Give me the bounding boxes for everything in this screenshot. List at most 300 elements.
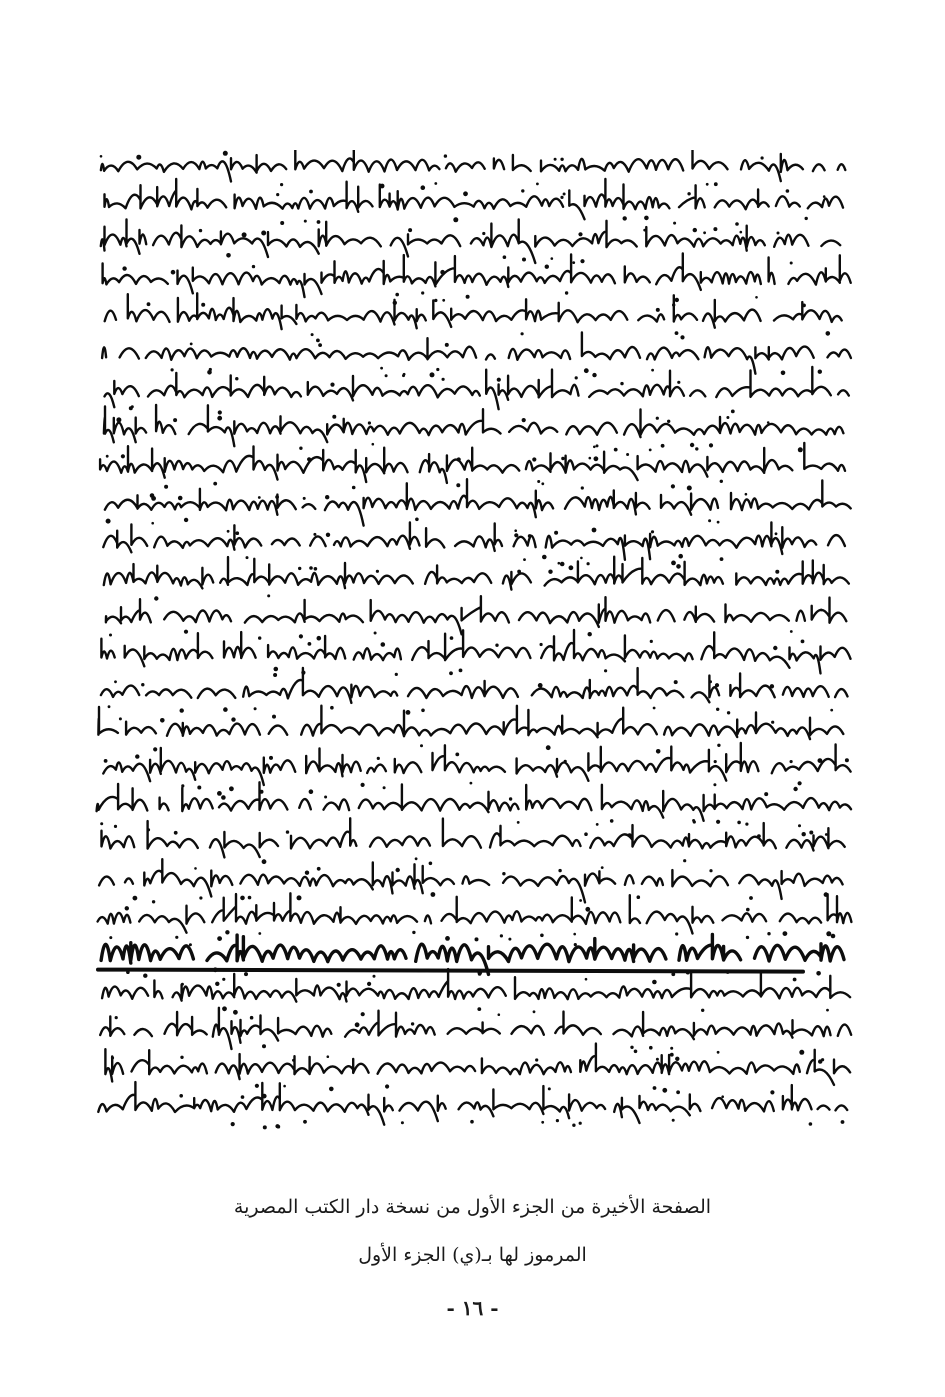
diacritic-dot <box>746 908 750 912</box>
diacritic-dot <box>106 455 109 458</box>
diacritic-dot <box>421 291 424 294</box>
diacritic-dot <box>572 261 575 264</box>
handwriting-stroke <box>100 443 845 483</box>
diacritic-dot <box>773 646 777 650</box>
diacritic-dot <box>367 982 371 986</box>
diacritic-dot <box>830 709 833 712</box>
diacritic-dot <box>818 1059 822 1063</box>
diacritic-dot <box>482 232 485 235</box>
diacritic-dot <box>558 562 561 565</box>
diacritic-dot <box>670 1047 673 1050</box>
diacritic-dot <box>497 378 501 382</box>
diacritic-dot <box>241 1095 245 1099</box>
diacritic-dot <box>650 640 653 643</box>
diacritic-dot <box>171 270 176 275</box>
diacritic-dot <box>745 493 748 496</box>
diacritic-dot <box>675 932 678 935</box>
diacritic-dot <box>280 221 284 225</box>
diacritic-dot <box>634 1050 638 1054</box>
handwriting-stroke <box>105 179 844 219</box>
diacritic-dot <box>273 673 277 677</box>
diacritic-dot <box>514 533 518 537</box>
diacritic-dot <box>361 1012 365 1016</box>
diacritic-dot <box>556 1119 559 1122</box>
diacritic-dot <box>495 644 498 647</box>
diacritic-dot <box>233 1010 238 1015</box>
diacritic-dot <box>217 416 222 421</box>
diacritic-dot <box>560 562 565 567</box>
diacritic-dot <box>470 1120 474 1124</box>
diacritic-dot <box>442 378 445 381</box>
manuscript-line <box>103 743 850 791</box>
diacritic-dot <box>709 443 713 447</box>
diacritic-dot <box>223 707 228 712</box>
handwriting-stroke <box>105 367 849 409</box>
diacritic-dot <box>429 862 433 866</box>
diacritic-dot <box>656 749 661 754</box>
manuscript-line <box>99 859 843 903</box>
diacritic-dot <box>276 193 279 196</box>
diacritic-dot <box>221 795 226 800</box>
diacritic-dot <box>151 522 154 525</box>
diacritic-dot <box>614 448 618 452</box>
diacritic-dot <box>575 376 578 379</box>
diacritic-dot <box>703 231 706 234</box>
diacritic-dot <box>790 262 793 265</box>
handwriting-stroke <box>92 706 844 739</box>
manuscript-line <box>103 522 845 566</box>
diacritic-dot <box>314 567 318 571</box>
diacritic-dot <box>572 1124 575 1127</box>
diacritic-dot <box>809 1122 813 1126</box>
diacritic-dot <box>574 943 577 946</box>
diacritic-dot <box>709 869 712 872</box>
diacritic-dot <box>222 1006 227 1011</box>
diacritic-dot <box>726 416 729 419</box>
diacritic-dot <box>604 669 607 672</box>
diacritic-dot <box>581 486 584 489</box>
manuscript-line <box>92 706 844 754</box>
diacritic-dot <box>307 457 311 461</box>
diacritic-dot <box>171 368 174 371</box>
diacritic-dot <box>674 680 678 684</box>
diacritic-dot <box>755 296 758 299</box>
diacritic-dot <box>601 866 604 869</box>
diacritic-dot <box>227 530 230 533</box>
diacritic-dot <box>153 747 157 751</box>
diacritic-dot <box>222 978 225 981</box>
diacritic-dot <box>180 1056 183 1059</box>
diacritic-dot <box>240 896 245 901</box>
diacritic-dot <box>585 978 588 981</box>
diacritic-dot <box>106 519 111 524</box>
diacritic-dot <box>818 758 823 763</box>
diacritic-dot <box>445 343 449 347</box>
diacritic-dot <box>434 299 437 302</box>
diacritic-dot <box>308 642 312 646</box>
diacritic-dot <box>263 1125 267 1129</box>
diacritic-dot <box>757 834 761 838</box>
diacritic-dot <box>802 832 806 836</box>
diacritic-dot <box>201 303 205 307</box>
manuscript-image <box>88 150 858 1140</box>
manuscript-line <box>105 367 849 415</box>
diacritic-dot <box>825 833 828 836</box>
diacritic-dot <box>761 156 764 159</box>
diacritic-dot <box>790 760 793 763</box>
handwriting-stroke <box>101 150 845 182</box>
diacritic-dot <box>560 196 563 199</box>
handwriting-stroke <box>96 596 846 634</box>
diacritic-dot <box>199 229 202 232</box>
handwriting-stroke <box>103 522 845 559</box>
diacritic-dot <box>223 151 228 156</box>
diacritic-dot <box>809 831 813 835</box>
diacritic-dot <box>585 907 590 912</box>
diacritic-dot <box>626 453 629 456</box>
diacritic-dot <box>683 859 686 862</box>
diacritic-dot <box>313 533 316 536</box>
diacritic-dot <box>676 1090 680 1094</box>
diacritic-dot <box>147 828 150 831</box>
diacritic-dot <box>330 706 334 710</box>
diacritic-dot <box>298 567 301 570</box>
diacritic-dot <box>716 708 719 711</box>
diacritic-dot <box>671 484 675 488</box>
diacritic-dot <box>430 372 435 377</box>
diacritic-dot <box>440 270 445 275</box>
diacritic-dot <box>548 570 552 574</box>
diacritic-dot <box>671 561 676 566</box>
diacritic-dot <box>767 932 770 935</box>
diacritic-dot <box>299 447 302 450</box>
diacritic-dot <box>151 496 156 501</box>
diacritic-dot <box>383 786 386 789</box>
diacritic-dot <box>535 1058 538 1061</box>
diacritic-dot <box>823 195 826 198</box>
diacritic-dot <box>114 825 117 828</box>
diacritic-dot <box>672 303 675 306</box>
diacritic-dot <box>297 895 302 900</box>
diacritic-dot <box>385 1084 389 1088</box>
diacritic-dot <box>445 936 450 941</box>
diacritic-dot <box>160 718 165 723</box>
diacritic-dot <box>727 711 730 714</box>
diacritic-dot <box>593 446 596 449</box>
diacritic-dot <box>793 978 797 982</box>
diacritic-dot <box>680 335 684 339</box>
handwriting-stroke <box>102 333 851 374</box>
diacritic-dot <box>355 1022 360 1027</box>
handwriting-stroke <box>101 630 850 673</box>
diacritic-dot <box>255 1084 259 1088</box>
diacritic-dot <box>540 934 544 938</box>
diacritic-dot <box>816 971 821 976</box>
diacritic-dot <box>716 820 720 824</box>
diacritic-dot <box>649 449 652 452</box>
diacritic-dot <box>209 368 212 371</box>
caption-line-1: الصفحة الأخيرة من الجزء الأول من نسخة دار الكتب المصرية <box>233 1196 712 1218</box>
diacritic-dot <box>500 934 503 937</box>
diacritic-dot <box>637 895 641 899</box>
diacritic-dot <box>561 457 564 460</box>
diacritic-dot <box>584 832 588 836</box>
diacritic-dot <box>670 1053 674 1057</box>
diacritic-dot <box>820 609 823 612</box>
diacritic-dot <box>108 705 111 708</box>
diacritic-dot <box>554 531 558 535</box>
diacritic-dot <box>178 496 183 501</box>
diacritic-dot <box>579 1122 582 1125</box>
diacritic-dot <box>361 783 365 787</box>
diacritic-dot <box>714 760 717 763</box>
diacritic-dot <box>403 373 406 376</box>
diacritic-dot <box>385 374 388 377</box>
diacritic-dot <box>564 760 567 763</box>
diacritic-dot <box>444 154 447 157</box>
diacritic-dot <box>218 410 222 414</box>
diacritic-dot <box>713 227 717 231</box>
diacritic-dot <box>770 1090 774 1094</box>
diacritic-dot <box>720 557 724 561</box>
diacritic-dot <box>408 228 412 232</box>
diacritic-dot <box>644 216 649 221</box>
diacritic-dot <box>258 496 261 499</box>
diacritic-dot <box>250 1016 254 1020</box>
diacritic-dot <box>578 232 582 236</box>
diacritic-dot <box>317 636 322 641</box>
diacritic-dot <box>781 371 786 376</box>
diacritic-dot <box>545 265 549 269</box>
diacritic-dot <box>740 231 743 234</box>
diacritic-dot <box>536 183 539 186</box>
diacritic-dot <box>675 1057 679 1061</box>
diacritic-dot <box>262 859 267 864</box>
diacritic-dot <box>687 192 690 195</box>
diacritic-dot <box>374 632 377 635</box>
manuscript-line <box>93 254 851 303</box>
diacritic-dot <box>735 222 739 226</box>
diacritic-dot <box>412 931 415 934</box>
diacritic-dot <box>194 867 197 870</box>
diacritic-dot <box>254 707 257 710</box>
diacritic-dot <box>283 1085 286 1088</box>
diacritic-dot <box>401 1121 404 1124</box>
diacritic-dot <box>588 632 592 636</box>
diacritic-dot <box>133 896 138 901</box>
diacritic-dot <box>267 594 270 597</box>
diacritic-dot <box>805 217 808 220</box>
diacritic-dot <box>373 975 376 978</box>
handwriting-stroke <box>93 254 851 298</box>
diacritic-dot <box>121 454 125 458</box>
diacritic-dot <box>786 189 790 193</box>
diacritic-dot <box>174 831 178 835</box>
diacritic-dot <box>541 482 544 485</box>
diacritic-dot <box>434 182 437 185</box>
diacritic-dot <box>164 485 168 489</box>
diacritic-dot <box>326 533 330 537</box>
diacritic-dot <box>706 183 709 186</box>
diacritic-dot <box>522 258 526 262</box>
diacritic-dot <box>841 1120 845 1124</box>
diacritic-dot <box>714 182 718 186</box>
diacritic-dot <box>675 298 679 302</box>
diacritic-dot <box>449 671 453 675</box>
diacritic-dot <box>352 486 356 490</box>
diacritic-dot <box>213 482 217 486</box>
diacritic-dot <box>411 1022 414 1025</box>
diacritic-dot <box>826 931 831 936</box>
handwriting-stroke <box>101 668 848 703</box>
diacritic-dot <box>244 972 248 976</box>
diacritic-dot <box>521 332 524 335</box>
diacritic-dot <box>395 673 398 676</box>
diacritic-dot <box>368 421 371 424</box>
diacritic-dot <box>596 823 599 826</box>
manuscript-line <box>97 782 851 828</box>
diacritic-dot <box>573 933 576 936</box>
diacritic-dot <box>592 373 596 377</box>
diacritic-dot <box>466 295 470 299</box>
diacritic-dot <box>790 630 793 633</box>
diacritic-dot <box>229 786 234 791</box>
diacritic-dot <box>502 872 505 875</box>
diacritic-dot <box>225 930 229 934</box>
diacritic-dot <box>109 634 112 637</box>
diacritic-dot <box>801 640 805 644</box>
diacritic-dot <box>450 636 454 640</box>
diacritic-dot <box>533 1010 536 1013</box>
diacritic-dot <box>304 220 307 223</box>
manuscript-line <box>102 333 851 378</box>
diacritic-dot <box>135 754 139 758</box>
diacritic-dot <box>305 871 309 875</box>
diacritic-dot <box>459 669 463 673</box>
diacritic-dot <box>514 529 517 532</box>
diacritic-dot <box>217 791 222 796</box>
diacritic-dot <box>678 554 683 559</box>
diacritic-dot <box>764 792 768 796</box>
diacritic-dot <box>100 822 103 825</box>
diacritic-dot <box>528 534 532 538</box>
diacritic-dot <box>775 570 779 574</box>
diacritic-dot <box>217 936 222 941</box>
diacritic-dot <box>179 1094 183 1098</box>
diacritic-dot <box>246 556 249 559</box>
manuscript-line <box>104 557 849 601</box>
diacritic-dot <box>261 231 266 236</box>
diacritic-dot <box>546 745 551 750</box>
diacritic-dot <box>421 185 426 190</box>
diacritic-dot <box>415 857 418 860</box>
diacritic-dot <box>286 830 289 833</box>
manuscript-line <box>98 935 844 978</box>
diacritic-dot <box>470 782 473 785</box>
diacritic-dot <box>421 709 425 713</box>
diacritic-dot <box>376 570 379 573</box>
diacritic-dot <box>653 707 656 710</box>
diacritic-dot <box>522 418 526 422</box>
diacritic-dot <box>498 1013 501 1016</box>
diacritic-dot <box>317 867 321 871</box>
diacritic-dot <box>649 1046 653 1050</box>
diacritic-dot <box>693 228 697 232</box>
diacritic-dot <box>537 480 540 483</box>
diacritic-dot <box>309 789 314 794</box>
manuscript-line <box>100 443 845 491</box>
diacritic-dot <box>656 1058 659 1061</box>
diacritic-dot <box>628 833 632 837</box>
diacritic-dot <box>563 193 566 196</box>
diacritic-dot <box>303 1120 307 1124</box>
diacritic-dot <box>318 343 322 347</box>
diacritic-dot <box>540 643 543 646</box>
diacritic-dot <box>309 190 313 194</box>
diacritic-dot <box>538 683 543 688</box>
manuscript-line <box>88 893 851 941</box>
diacritic-dot <box>393 301 397 305</box>
diacritic-dot <box>231 717 235 721</box>
diacritic-dot <box>701 1009 704 1012</box>
diacritic-dot <box>199 896 202 899</box>
diacritic-dot <box>594 456 599 461</box>
diacritic-dot <box>122 266 126 270</box>
handwriting-stroke <box>103 743 850 785</box>
diacritic-dot <box>292 1059 295 1062</box>
diacritic-dot <box>565 291 568 294</box>
diacritic-dot <box>737 821 741 825</box>
diacritic-dot <box>777 232 780 235</box>
diacritic-dot <box>715 683 719 687</box>
manuscript-line <box>100 150 846 190</box>
diacritic-dot <box>662 1088 667 1093</box>
diacritic-dot <box>115 1016 118 1019</box>
diacritic-dot <box>332 415 336 419</box>
diacritic-dot <box>154 596 158 600</box>
diacritic-dot <box>517 821 520 824</box>
handwriting-stroke <box>105 479 851 525</box>
diacritic-dot <box>396 868 400 872</box>
diacritic-dot <box>745 823 748 826</box>
diacritic-dot <box>277 1125 281 1129</box>
diacritic-dot <box>317 220 321 224</box>
diacritic-dot <box>541 1121 544 1124</box>
diacritic-dot <box>709 680 712 683</box>
diacritic-dot <box>721 1095 724 1098</box>
diacritic-dot <box>477 1007 481 1011</box>
diacritic-dot <box>798 447 803 452</box>
diacritic-dot <box>262 1044 266 1048</box>
diacritic-dot <box>381 642 386 647</box>
diacritic-dot <box>141 683 144 686</box>
diacritic-dot <box>793 787 797 791</box>
diacritic-dot <box>303 497 306 500</box>
manuscript-line <box>94 1044 850 1093</box>
diacritic-dot <box>377 757 380 760</box>
diacritic-dot <box>136 155 141 160</box>
diacritic-dot <box>584 368 589 373</box>
diacritic-dot <box>589 457 592 460</box>
diacritic-dot <box>643 229 646 232</box>
diacritic-dot <box>652 980 657 985</box>
diacritic-dot <box>845 758 849 762</box>
page-number: - ١٦ - <box>446 1296 499 1320</box>
diacritic-dot <box>309 566 313 570</box>
diacritic-dot <box>523 558 526 561</box>
diacritic-dot <box>463 191 468 196</box>
diacritic-dot <box>532 457 536 461</box>
